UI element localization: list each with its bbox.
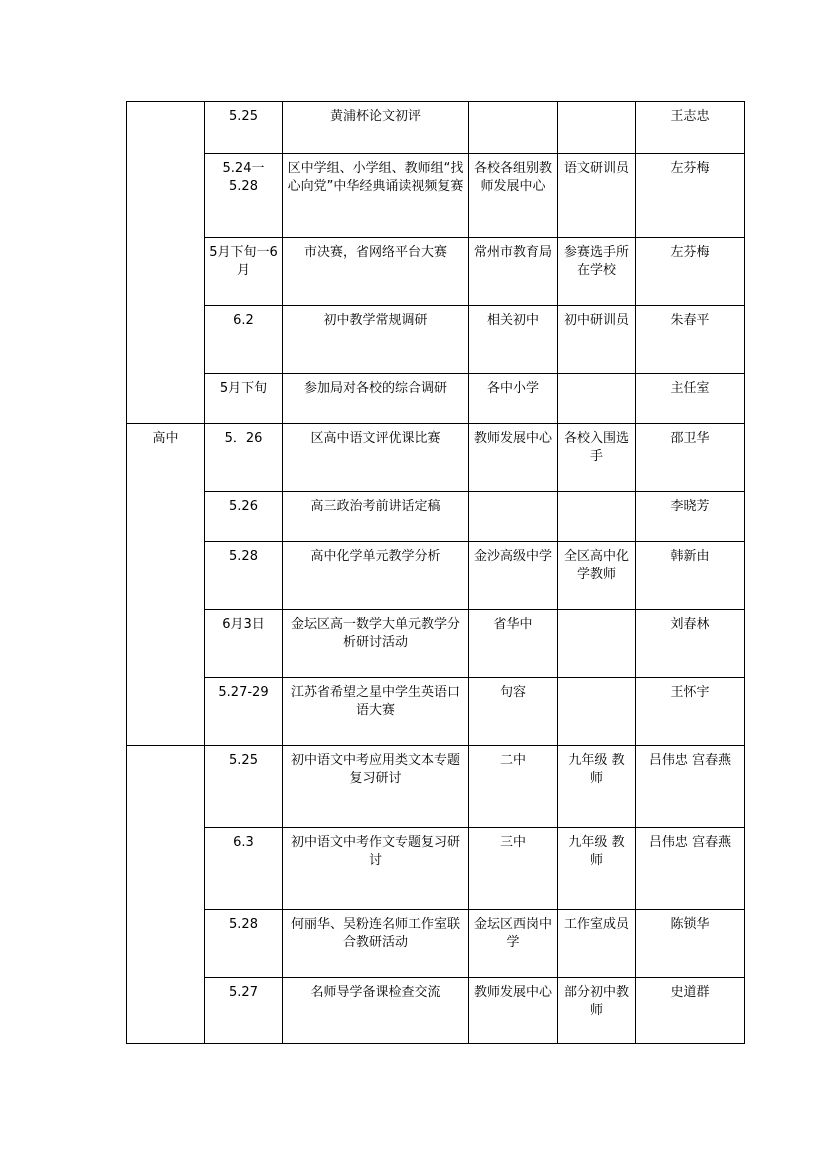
person-cell: 左芬梅 bbox=[636, 238, 745, 306]
location-cell: 省华中 bbox=[469, 610, 558, 678]
participants-cell: 参赛选手所在学校 bbox=[558, 238, 636, 306]
person-cell bbox=[636, 746, 745, 828]
table-row bbox=[127, 102, 745, 154]
participants-cell bbox=[558, 828, 636, 910]
date-cell: 5月下旬 bbox=[205, 374, 283, 424]
person-line: 宫春燕 bbox=[692, 753, 732, 768]
date-cell: 5.25 bbox=[205, 102, 283, 154]
person-cell: 陈锁华 bbox=[636, 910, 745, 978]
person-line: 宫春燕 bbox=[692, 835, 732, 850]
participants-line: 教师 bbox=[589, 835, 625, 868]
location-cell bbox=[469, 102, 558, 154]
person-cell: 左芬梅 bbox=[636, 154, 745, 238]
location-cell: 三中 bbox=[469, 828, 558, 910]
participants-line: 九年级 bbox=[568, 835, 608, 850]
participants-cell bbox=[558, 492, 636, 542]
location-cell: 金坛区西岗中学 bbox=[469, 910, 558, 978]
table-row bbox=[127, 374, 745, 424]
event-cell: 区中学组、小学组、教师组“找心向党”中华经典诵读视频复赛 bbox=[283, 154, 469, 238]
person-cell: 刘春林 bbox=[636, 610, 745, 678]
date-cell: 5.27-29 bbox=[205, 678, 283, 746]
table-row bbox=[127, 424, 745, 492]
date-cell: 6月3日 bbox=[205, 610, 283, 678]
event-cell: 江苏省希望之星中学生英语口语大赛 bbox=[283, 678, 469, 746]
category-cell bbox=[127, 746, 205, 1044]
person-line: 吕伟忠 bbox=[648, 835, 688, 850]
date-cell: 5.25 bbox=[205, 746, 283, 828]
event-cell: 初中语文中考作文专题复习研讨 bbox=[283, 828, 469, 910]
participants-line: 教师 bbox=[589, 753, 625, 786]
table-row bbox=[127, 828, 745, 910]
location-cell: 相关初中 bbox=[469, 306, 558, 374]
participants-cell: 工作室成员 bbox=[558, 910, 636, 978]
table-row bbox=[127, 978, 745, 1044]
location-cell: 各校各组别教师发展中心 bbox=[469, 154, 558, 238]
person-cell bbox=[636, 828, 745, 910]
location-cell: 句容 bbox=[469, 678, 558, 746]
participants-cell: 部分初中教师 bbox=[558, 978, 636, 1044]
event-cell: 金坛区高一数学大单元教学分析研讨活动 bbox=[283, 610, 469, 678]
participants-cell bbox=[558, 746, 636, 828]
date-cell: 5.26 bbox=[205, 492, 283, 542]
event-cell: 参加局对各校的综合调研 bbox=[283, 374, 469, 424]
person-cell: 李晓芳 bbox=[636, 492, 745, 542]
date-cell: 5.24一5.28 bbox=[205, 154, 283, 238]
location-cell: 教师发展中心 bbox=[469, 978, 558, 1044]
person-cell: 邵卫华 bbox=[636, 424, 745, 492]
table-row bbox=[127, 238, 745, 306]
location-cell: 二中 bbox=[469, 746, 558, 828]
event-cell: 黄浦杯论文初评 bbox=[283, 102, 469, 154]
date-cell: 5.27 bbox=[205, 978, 283, 1044]
participants-line: 九年级 bbox=[568, 753, 608, 768]
participants-cell bbox=[558, 374, 636, 424]
table-row bbox=[127, 910, 745, 978]
participants-cell: 全区高中化学教师 bbox=[558, 542, 636, 610]
participants-cell: 初中研训员 bbox=[558, 306, 636, 374]
person-cell: 史道群 bbox=[636, 978, 745, 1044]
event-cell: 高中化学单元教学分析 bbox=[283, 542, 469, 610]
table-row bbox=[127, 678, 745, 746]
participants-cell bbox=[558, 678, 636, 746]
event-cell: 高三政治考前讲话定稿 bbox=[283, 492, 469, 542]
person-cell: 朱春平 bbox=[636, 306, 745, 374]
table-row bbox=[127, 492, 745, 542]
category-cell bbox=[127, 102, 205, 424]
table-row bbox=[127, 746, 745, 828]
date-cell: 5月下旬一6月 bbox=[205, 238, 283, 306]
person-line: 吕伟忠 bbox=[648, 753, 688, 768]
person-cell: 韩新由 bbox=[636, 542, 745, 610]
category-cell: 高中 bbox=[127, 424, 205, 746]
date-cell: 5．26 bbox=[205, 424, 283, 492]
participants-cell bbox=[558, 610, 636, 678]
location-cell: 各中小学 bbox=[469, 374, 558, 424]
date-cell: 5.28 bbox=[205, 542, 283, 610]
person-cell: 主任室 bbox=[636, 374, 745, 424]
location-cell: 常州市教育局 bbox=[469, 238, 558, 306]
table-row bbox=[127, 306, 745, 374]
event-cell: 区高中语文评优课比赛 bbox=[283, 424, 469, 492]
location-cell: 教师发展中心 bbox=[469, 424, 558, 492]
event-cell: 初中教学常规调研 bbox=[283, 306, 469, 374]
person-cell: 王志忠 bbox=[636, 102, 745, 154]
schedule-table bbox=[126, 101, 745, 1044]
participants-cell: 各校入围选手 bbox=[558, 424, 636, 492]
date-cell: 5.28 bbox=[205, 910, 283, 978]
event-cell: 名师导学备课检查交流 bbox=[283, 978, 469, 1044]
person-cell: 王怀宇 bbox=[636, 678, 745, 746]
event-cell: 初中语文中考应用类文本专题复习研讨 bbox=[283, 746, 469, 828]
event-cell: 市决赛，省网络平台大赛 bbox=[283, 238, 469, 306]
date-cell: 6.3 bbox=[205, 828, 283, 910]
table-row bbox=[127, 610, 745, 678]
location-cell bbox=[469, 492, 558, 542]
location-cell: 金沙高级中学 bbox=[469, 542, 558, 610]
participants-cell: 语文研训员 bbox=[558, 154, 636, 238]
event-cell: 何丽华、吴粉连名师工作室联合教研活动 bbox=[283, 910, 469, 978]
participants-cell bbox=[558, 102, 636, 154]
date-cell: 6.2 bbox=[205, 306, 283, 374]
table-row bbox=[127, 542, 745, 610]
table-row bbox=[127, 154, 745, 238]
